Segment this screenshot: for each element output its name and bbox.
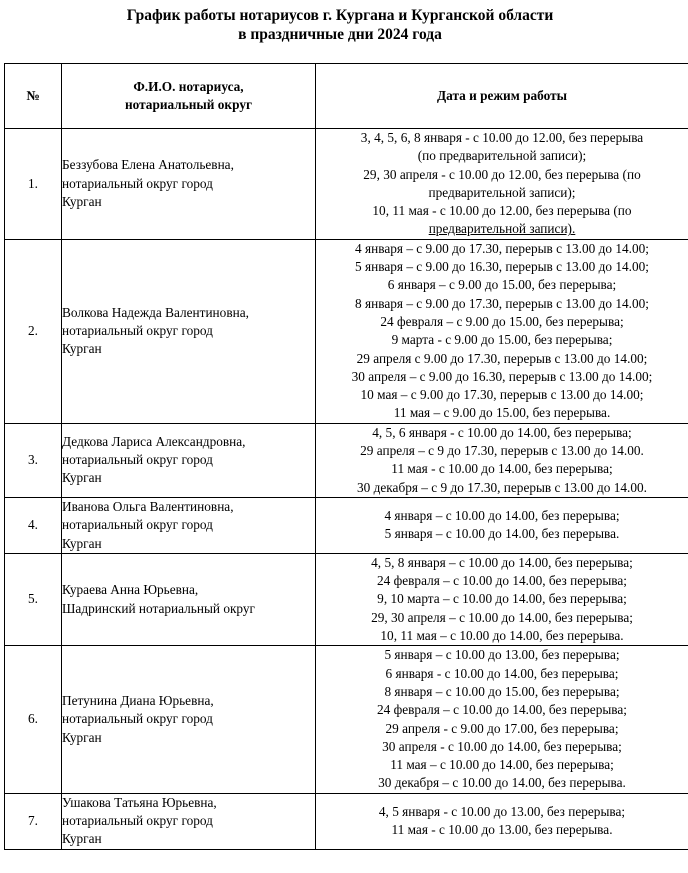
table-row xyxy=(5,497,688,553)
document-title xyxy=(0,6,680,44)
table-row xyxy=(5,793,688,849)
schedule-line: 4, 5, 6 января - с 10.00 до 14.00, без перерыва; xyxy=(372,424,632,440)
schedule-line: 29 апреля - с 9.00 до 17.00, без перерыва; xyxy=(385,720,619,736)
notary-name-line: Курган xyxy=(62,194,102,210)
notary-name-line: Курган xyxy=(62,470,102,486)
notary-schedule-table xyxy=(4,63,688,850)
schedule-line: 6 января – с 9.00 до 15.00, без перерыва; xyxy=(387,277,617,293)
notary-name-line: нотариальный округ город xyxy=(62,175,213,191)
notary-name-line: нотариальный округ город xyxy=(62,323,213,339)
table-header-row xyxy=(5,64,688,129)
schedule-line: 30 апреля – с 9.00 до 16.30, перерыв с 13.00 до 14.00; xyxy=(351,368,653,384)
notary-name-cell xyxy=(62,239,316,423)
schedule-line: 8 января – с 9.00 до 17.30, перерыв с 13.00 до 14.00; xyxy=(355,295,649,311)
table-row xyxy=(5,129,688,240)
schedule-line: 9, 10 марта – с 10.00 до 14.00, без перерыва; xyxy=(377,591,627,607)
header-name xyxy=(62,64,316,129)
notary-name-line: Дедкова Лариса Александровна, xyxy=(62,433,246,449)
schedule-line: 4, 5, 8 января – с 10.00 до 14.00, без перерыва; xyxy=(371,554,633,570)
schedule-line: предварительной записи). xyxy=(428,221,576,237)
schedule-line: 29, 30 апреля - с 10.00 до 12.00, без перерыва (по xyxy=(363,166,641,182)
schedule-line: 24 февраля – с 10.00 до 14.00, без перерыва; xyxy=(377,702,627,718)
schedule-line: 11 мая - с 10.00 до 13.00, без перерыва. xyxy=(391,822,613,838)
title-line-1: График работы нотариусов г. Кургана и Курганской области xyxy=(126,7,554,24)
notary-name-line: Курган xyxy=(62,341,102,357)
schedule-line: 4 января – с 10.00 до 14.00, без перерыва; xyxy=(384,508,620,524)
row-number: 5. xyxy=(5,553,62,645)
notary-name-line: Петунина Диана Юрьевна, xyxy=(62,693,214,709)
table-body xyxy=(5,129,688,850)
notary-name-line: Курган xyxy=(62,831,102,847)
notary-name-line: нотариальный округ город xyxy=(62,452,213,468)
notary-name-cell xyxy=(62,553,316,645)
header-name-line-1: Ф.И.О. нотариуса, xyxy=(133,78,244,94)
schedule-cell xyxy=(316,497,688,553)
notary-name-cell xyxy=(62,497,316,553)
schedule-line: 4 января – с 9.00 до 17.30, перерыв с 13.00 до 14.00; xyxy=(355,240,649,256)
schedule-line: 5 января – с 10.00 до 13.00, без перерыва; xyxy=(384,647,620,663)
schedule-line: 10, 11 мая – с 10.00 до 14.00, без перерыва. xyxy=(380,628,624,644)
notary-name-cell xyxy=(62,793,316,849)
header-schedule: Дата и режим работы xyxy=(316,64,688,129)
row-number: 6. xyxy=(5,646,62,793)
schedule-line: 8 января – с 10.00 до 15.00, без перерыва; xyxy=(384,683,620,699)
schedule-cell xyxy=(316,646,688,793)
notary-name-line: Иванова Ольга Валентиновна, xyxy=(62,498,234,514)
notary-name-line: нотариальный округ город xyxy=(62,711,213,727)
notary-name-line: Ушакова Татьяна Юрьевна, xyxy=(62,794,217,810)
notary-name-cell xyxy=(62,646,316,793)
notary-name-cell xyxy=(62,423,316,497)
schedule-cell xyxy=(316,423,688,497)
schedule-line: 11 мая – с 10.00 до 14.00, без перерыва; xyxy=(390,757,614,773)
notary-name-line: Волкова Надежда Валентиновна, xyxy=(62,304,249,320)
schedule-cell xyxy=(316,239,688,423)
table-row xyxy=(5,423,688,497)
notary-name-line: Беззубова Елена Анатольевна, xyxy=(62,157,234,173)
schedule-line: 30 декабря – с 10.00 до 14.00, без перерыва. xyxy=(378,775,626,791)
schedule-line: 10, 11 мая - с 10.00 до 12.00, без перерыва (по xyxy=(372,203,632,219)
schedule-cell xyxy=(316,129,688,240)
schedule-line: 24 февраля – с 10.00 до 14.00, без перерыва; xyxy=(377,573,627,589)
schedule-cell xyxy=(316,553,688,645)
schedule-line: 11 мая – с 9.00 до 15.00, без перерыва. xyxy=(393,405,611,421)
schedule-line: 29 апреля – с 9 до 17.30, перерыв с 13.00 до 14.00. xyxy=(360,443,644,459)
row-number: 7. xyxy=(5,793,62,849)
schedule-line: предварительной записи); xyxy=(428,184,576,200)
header-num: № xyxy=(5,64,62,129)
schedule-line: 3, 4, 5, 6, 8 января - с 10.00 до 12.00, без перерыва xyxy=(360,130,644,145)
row-number: 3. xyxy=(5,423,62,497)
schedule-line: 5 января – с 9.00 до 16.30, перерыв с 13.00 до 14.00; xyxy=(355,259,649,275)
notary-name-line: нотариальный округ город xyxy=(62,517,213,533)
notary-name-line: Курган xyxy=(62,535,102,551)
row-number: 4. xyxy=(5,497,62,553)
table-row xyxy=(5,553,688,645)
notary-name-line: Курган xyxy=(62,729,102,745)
schedule-line: 4, 5 января - с 10.00 до 13.00, без перерыва; xyxy=(378,803,626,819)
row-number: 2. xyxy=(5,239,62,423)
table-row xyxy=(5,239,688,423)
schedule-line: 24 февраля – с 9.00 до 15.00, без перерыва; xyxy=(380,313,624,329)
notary-name-cell xyxy=(62,129,316,240)
notary-name-line: Шадринский нотариальный округ xyxy=(62,600,255,616)
schedule-line: 29, 30 апреля – с 10.00 до 14.00, без перерыва; xyxy=(371,609,633,625)
schedule-line: 10 мая – с 9.00 до 17.30, перерыв с 13.00 до 14.00; xyxy=(360,387,644,403)
row-number: 1. xyxy=(5,129,62,240)
schedule-line: 30 апреля - с 10.00 до 14.00, без перерыва; xyxy=(382,738,622,754)
schedule-line: 30 декабря – с 9 до 17.30, перерыв с 13.00 до 14.00. xyxy=(357,479,647,495)
title-line-2: в праздничные дни 2024 года xyxy=(238,26,442,43)
schedule-line: 29 апреля с 9.00 до 17.30, перерыв с 13.00 до 14.00; xyxy=(356,350,648,366)
schedule-cell xyxy=(316,793,688,849)
table-row xyxy=(5,646,688,793)
schedule-line: (по предварительной записи); xyxy=(417,148,587,164)
schedule-line: 9 марта - с 9.00 до 15.00, без перерыва; xyxy=(391,332,613,348)
notary-name-line: нотариальный округ город xyxy=(62,812,213,828)
schedule-line: 6 января - с 10.00 до 14.00, без перерыва; xyxy=(385,665,619,681)
schedule-line: 11 мая - с 10.00 до 14.00, без перерыва; xyxy=(391,461,613,477)
schedule-line: 5 января – с 10.00 до 14.00, без перерыва. xyxy=(384,526,620,542)
notary-name-line: Кураева Анна Юрьевна, xyxy=(62,582,199,598)
header-name-line-2: нотариальный округ xyxy=(124,97,253,112)
